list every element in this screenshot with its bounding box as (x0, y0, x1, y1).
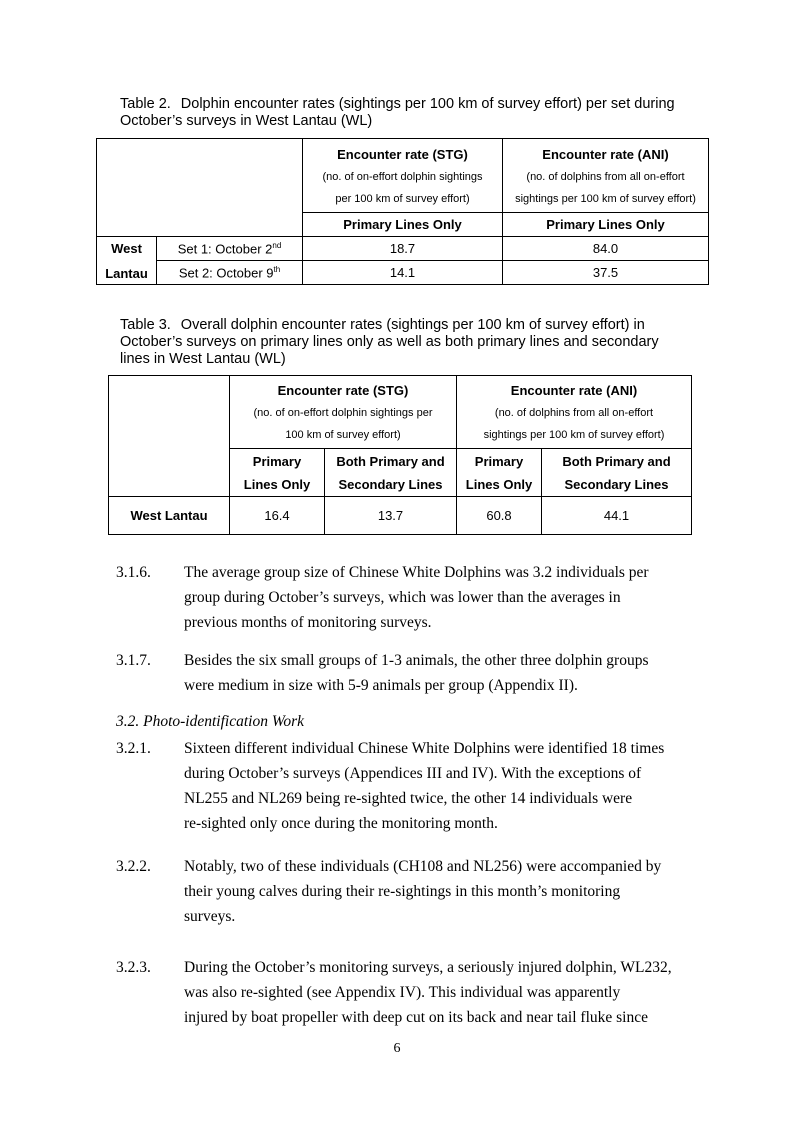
table2-caption (120, 96, 675, 130)
table3-ani-primary-l2: Lines Only (465, 476, 533, 492)
table3-ani-primary-l1: Primary (474, 453, 524, 469)
table3-row-label: West Lantau (109, 497, 230, 535)
table2-area-line2: Lantau (105, 265, 148, 281)
table3-ani-both (542, 449, 692, 497)
table2 (96, 138, 709, 285)
table2-row1-sup: nd (272, 240, 282, 250)
paragraph-line: NL255 and NL269 being re-sighted twice, the other 14 individuals were (184, 790, 633, 807)
table3-empty-header (109, 376, 230, 497)
table2-stg-header (303, 139, 503, 213)
table2-stg-primary: Primary Lines Only (303, 213, 503, 237)
table2-row2-ani: 37.5 (503, 261, 709, 285)
table2-ani-sub1: (no. of dolphins from all on-effort (526, 170, 685, 183)
paragraph-line: Besides the six small groups of 1-3 animals, the other three dolphin groups (184, 652, 649, 669)
table3-caption-line3: lines in West Lantau (WL) (120, 351, 286, 367)
table3-ani-primary (457, 449, 542, 497)
page-number: 6 (393, 1041, 401, 1056)
table2-area-cell (97, 237, 157, 285)
paragraph-3-1-7 (116, 648, 716, 698)
table2-caption-line1: Dolphin encounter rates (sightings per 100 km of survey effort) per set during (180, 96, 675, 112)
paragraph-line: injured by boat propeller with deep cut on its back and near tail fluke since (184, 1009, 648, 1026)
paragraph-number: 3.2.1. (116, 740, 151, 757)
table3-stg-both-value: 13.7 (325, 497, 457, 535)
table2-row1-set (157, 237, 303, 261)
paragraph-line: Sixteen different individual Chinese White Dolphins were identified 18 times (184, 740, 665, 757)
section-heading: 3.2. Photo-identification Work (116, 713, 304, 730)
table2-stg-title: Encounter rate (STG) (337, 146, 468, 162)
paragraph-number: 3.1.6. (116, 564, 151, 581)
table2-stg-sub2: per 100 km of survey effort) (335, 192, 470, 205)
table3-ani-both-l1: Both Primary and (562, 453, 671, 469)
table2-stg-sub1: (no. of on-effort dolphin sightings (322, 170, 483, 183)
paragraph-3-2-1 (116, 736, 716, 836)
paragraph-number: 3.1.7. (116, 652, 151, 669)
paragraph-3-2-2 (116, 854, 716, 929)
table3-stg-primary-l2: Lines Only (243, 476, 311, 492)
table3-stg-both (325, 449, 457, 497)
paragraph-line: during October’s surveys (Appendices III and IV). With the exceptions of (184, 765, 642, 782)
table3-stg-title: Encounter rate (STG) (277, 383, 409, 398)
paragraph-line: was also re-sighted (see Appendix IV). This individual was apparently (184, 984, 621, 1001)
paragraph-line: surveys. (184, 908, 236, 925)
table3-ani-title: Encounter rate (ANI) (510, 383, 638, 398)
table2-area-line1: West (111, 240, 142, 256)
paragraph-line: Notably, two of these individuals (CH108 and NL256) were accompanied by (184, 858, 662, 875)
table3-caption-line1: Overall dolphin encounter rates (sightings per 100 km of survey effort) in (180, 317, 645, 333)
table3-stg-both-l1: Both Primary and (336, 453, 445, 469)
table3-stg-both-l2: Secondary Lines (338, 476, 443, 492)
table3-caption-line2: October’s surveys on primary lines only as well as both primary lines and secondary (120, 334, 659, 350)
table2-row1-ani: 84.0 (503, 237, 709, 261)
table3-caption (120, 317, 659, 368)
table3-stg-sub1: (no. of on-effort dolphin sightings per (253, 407, 433, 419)
table3-stg-sub2: 100 km of survey effort) (285, 429, 401, 441)
paragraph-line: previous months of monitoring surveys. (184, 614, 432, 631)
table2-row2-set-label: Set 2: October 9 (178, 265, 274, 281)
table2-row1-set-label: Set 1: October 2 (177, 241, 273, 257)
table3-stg-primary-l1: Primary (252, 453, 302, 469)
paragraph-number: 3.2.3. (116, 959, 151, 976)
paragraph-3-1-6 (116, 560, 716, 635)
table3-ani-header (457, 376, 692, 449)
table2-empty-header (97, 139, 303, 237)
paragraph-line: group during October’s surveys, which was lower than the averages in (184, 589, 621, 606)
table2-row2-sup: th (273, 264, 281, 274)
table2-row2-stg: 14.1 (303, 261, 503, 285)
paragraph-line: were medium in size with 5-9 animals per group (Appendix II). (184, 677, 578, 694)
table3-ani-both-value: 44.1 (542, 497, 692, 535)
table2-ani-title: Encounter rate (ANI) (542, 146, 669, 162)
table3-stg-primary (230, 449, 325, 497)
table3-stg-header (230, 376, 457, 449)
table2-ani-header (503, 139, 709, 213)
table3-number: Table 3. (120, 317, 171, 333)
table2-row2-set (157, 261, 303, 285)
table3-ani-primary-value: 60.8 (457, 497, 542, 535)
table3-ani-sub2: sightings per 100 km of survey effort) (483, 429, 665, 441)
paragraph-line: The average group size of Chinese White Dolphins was 3.2 individuals per (184, 564, 649, 581)
paragraph-line: re-sighted only once during the monitoring month. (184, 815, 498, 832)
table2-ani-primary: Primary Lines Only (503, 213, 709, 237)
table3 (108, 375, 692, 535)
table2-ani-sub2: sightings per 100 km of survey effort) (515, 192, 696, 205)
paragraph-number: 3.2.2. (116, 858, 151, 875)
table3-ani-sub1: (no. of dolphins from all on-effort (494, 407, 654, 419)
table2-number: Table 2. (120, 96, 171, 112)
table2-row1-stg: 18.7 (303, 237, 503, 261)
paragraph-line: During the October’s monitoring surveys, a seriously injured dolphin, WL232, (184, 959, 672, 976)
table2-caption-line2: October’s surveys in West Lantau (WL) (120, 113, 373, 129)
paragraph-line: their young calves during their re-sightings in this month’s monitoring (184, 883, 621, 900)
paragraph-3-2-3 (116, 955, 716, 1030)
table3-stg-primary-value: 16.4 (230, 497, 325, 535)
table3-ani-both-l2: Secondary Lines (564, 476, 669, 492)
